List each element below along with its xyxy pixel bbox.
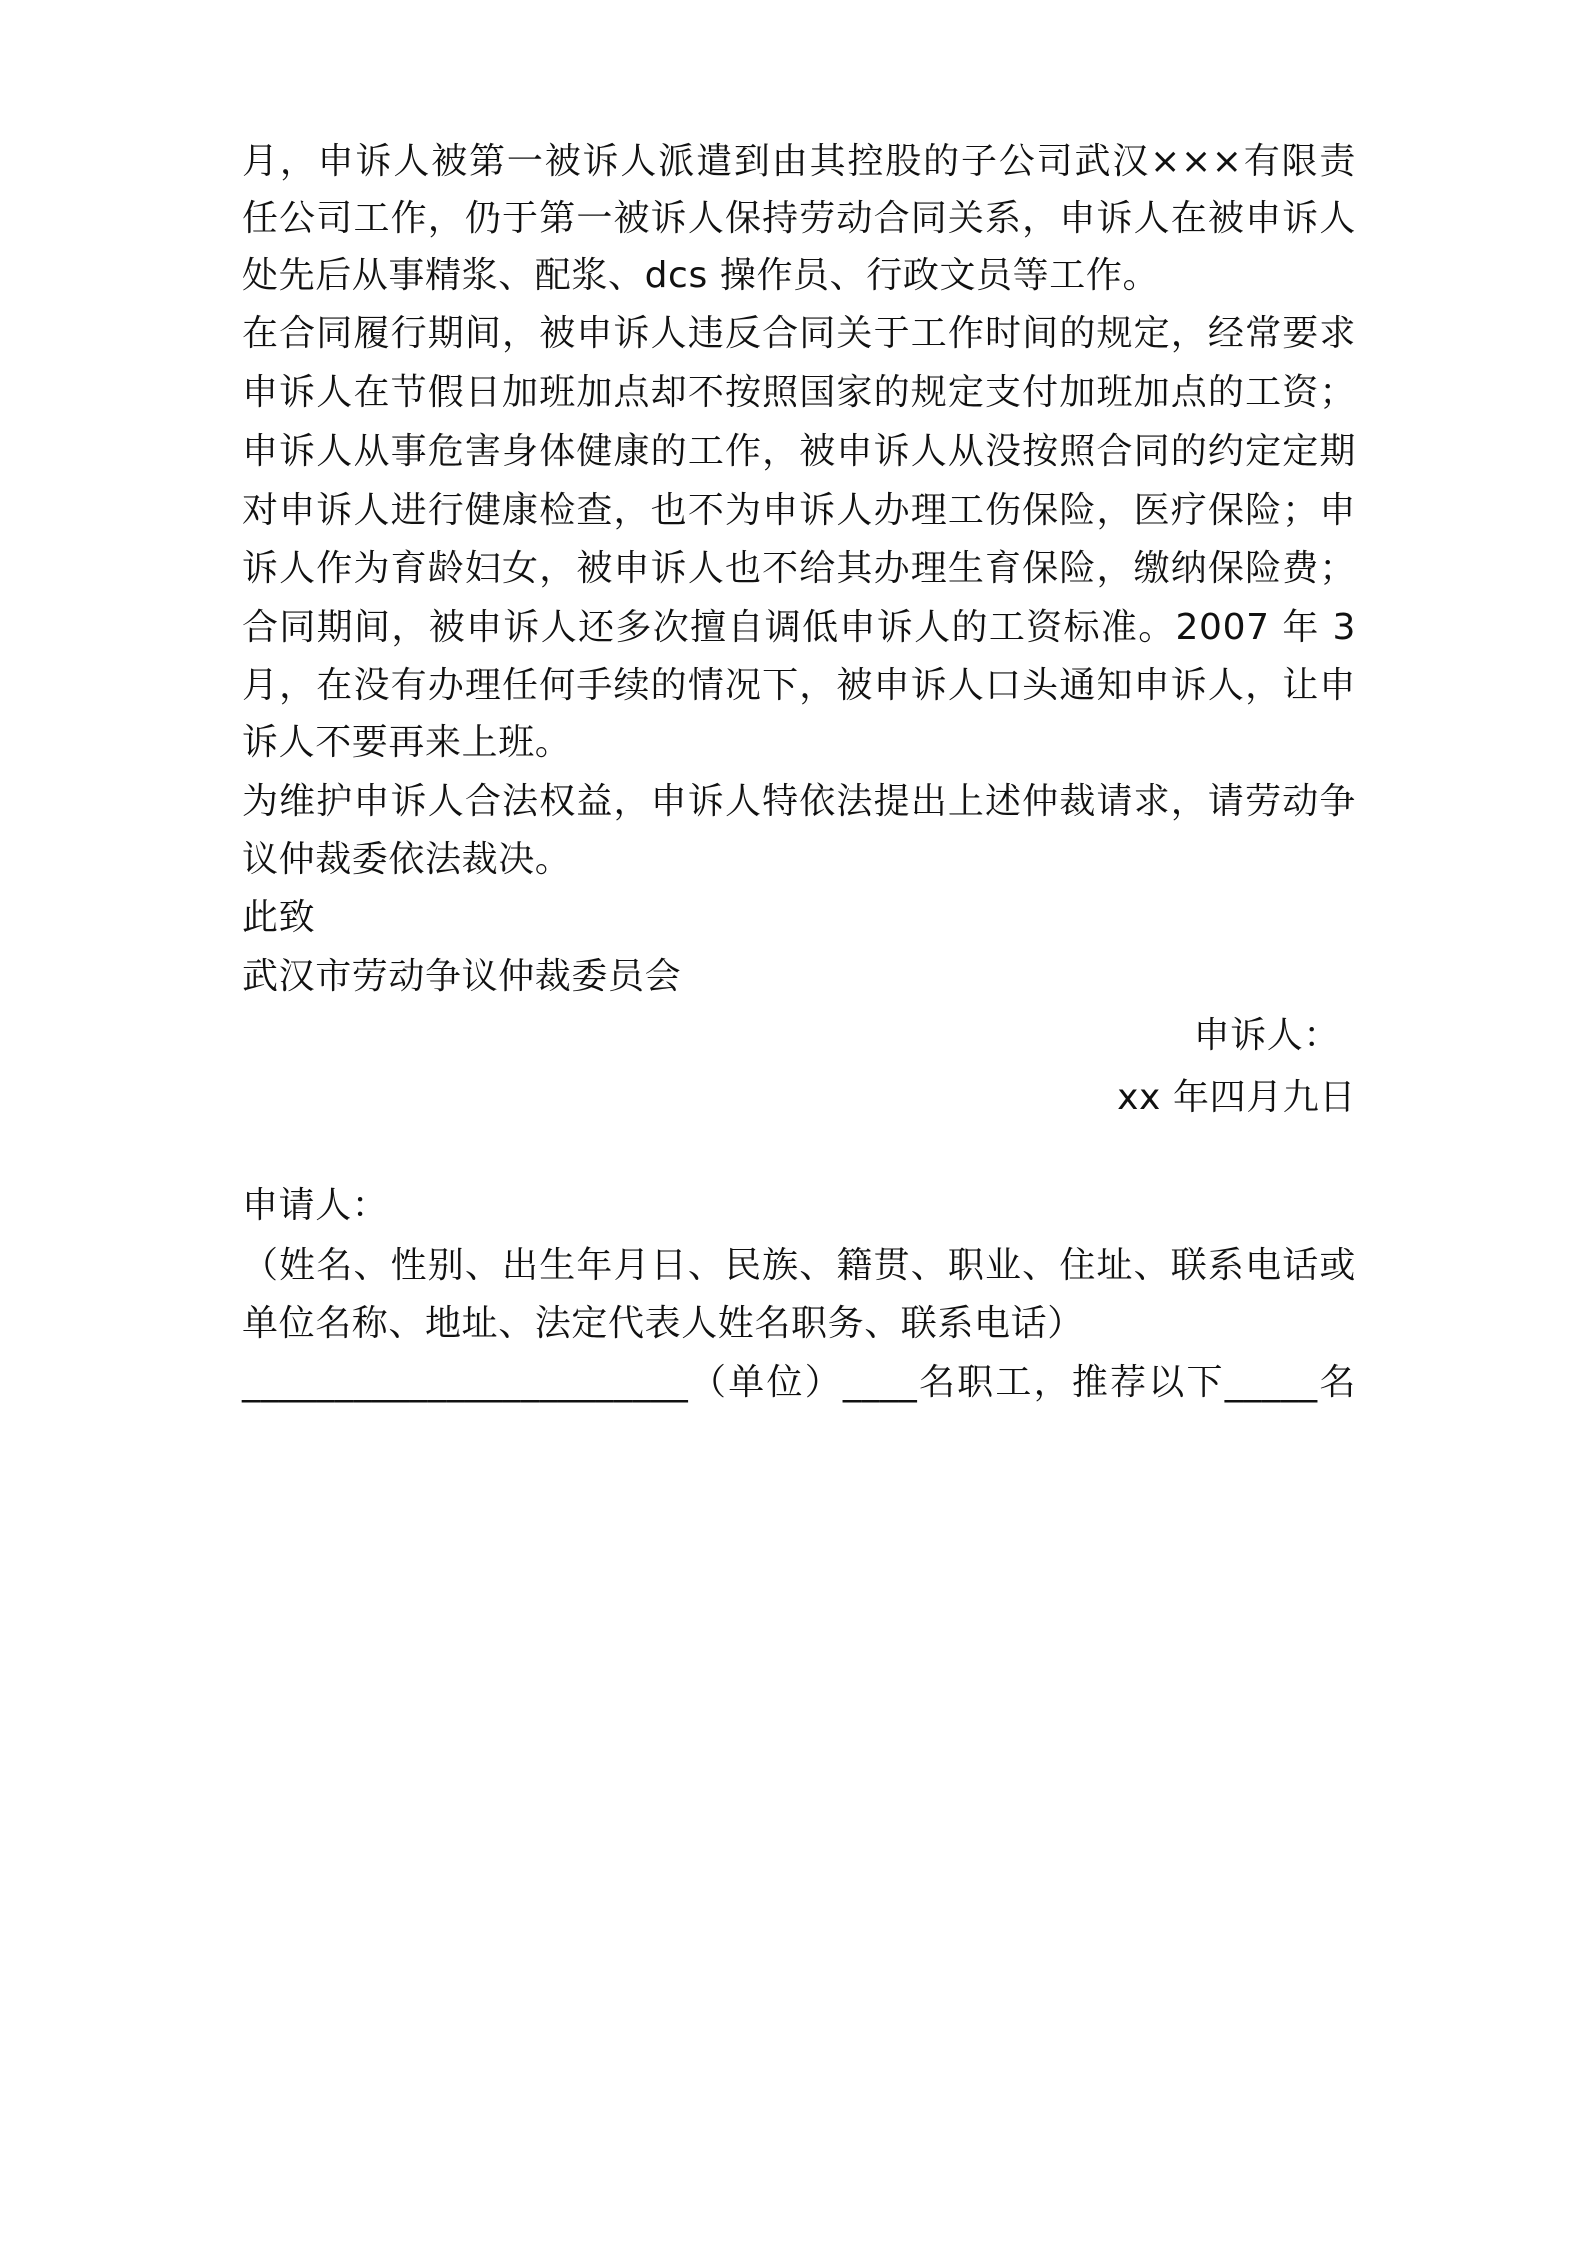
paragraph-2-line-6: 合同期间，被申诉人还多次擅自调低申诉人的工资标准。2007 年 3 (242, 607, 1356, 648)
paragraph-2-line-8: 诉人不要再来上班。 (242, 722, 572, 763)
document-date: xx 年四月九日 (1117, 1077, 1356, 1118)
fill-in-blank-line: ________________________（单位）____名职工，推荐以下_____名 (242, 1362, 1356, 1403)
applicant-info-line-2: 单位名称、地址、法定代表人姓名职务、联系电话） (242, 1303, 1084, 1344)
paragraph-2-line-3: 申诉人从事危害身体健康的工作，被申诉人从没按照合同的约定定期 (242, 431, 1356, 472)
paragraph-1-line-2: 任公司工作，仍于第一被诉人保持劳动合同关系，申诉人在被申诉人 (242, 198, 1356, 239)
paragraph-2-line-7: 月，在没有办理任何手续的情况下，被申诉人口头通知申诉人，让申 (242, 665, 1356, 706)
recipient: 武汉市劳动争议仲裁委员会 (242, 956, 682, 997)
paragraph-3-line-1: 为维护申诉人合法权益，申诉人特依法提出上述仲裁请求，请劳动争 (242, 781, 1356, 822)
paragraph-3-line-2: 议仲裁委依法裁决。 (242, 839, 572, 880)
salutation: 此致 (242, 897, 316, 938)
paragraph-2-line-5: 诉人作为育龄妇女，被申诉人也不给其办理生育保险，缴纳保险费； (242, 548, 1356, 589)
paragraph-2-line-4: 对申诉人进行健康检查，也不为申诉人办理工伤保险，医疗保险；申 (242, 490, 1356, 531)
paragraph-1-line-3: 处先后从事精浆、配浆、dcs 操作员、行政文员等工作。 (242, 255, 1160, 296)
paragraph-2-line-2: 申诉人在节假日加班加点却不按照国家的规定支付加班加点的工资； (242, 372, 1356, 413)
applicant-info-line-1: （姓名、性别、出生年月日、民族、籍贯、职业、住址、联系电话或 (242, 1245, 1356, 1286)
applicant-label: 申请人： (242, 1185, 389, 1226)
paragraph-2-line-1: 在合同履行期间，被申诉人违反合同关于工作时间的规定，经常要求 (242, 313, 1356, 354)
paragraph-1-line-1: 月，申诉人被第一被诉人派遣到由其控股的子公司武汉×××有限责 (242, 141, 1356, 182)
signature-label: 申诉人： (1193, 1015, 1340, 1056)
